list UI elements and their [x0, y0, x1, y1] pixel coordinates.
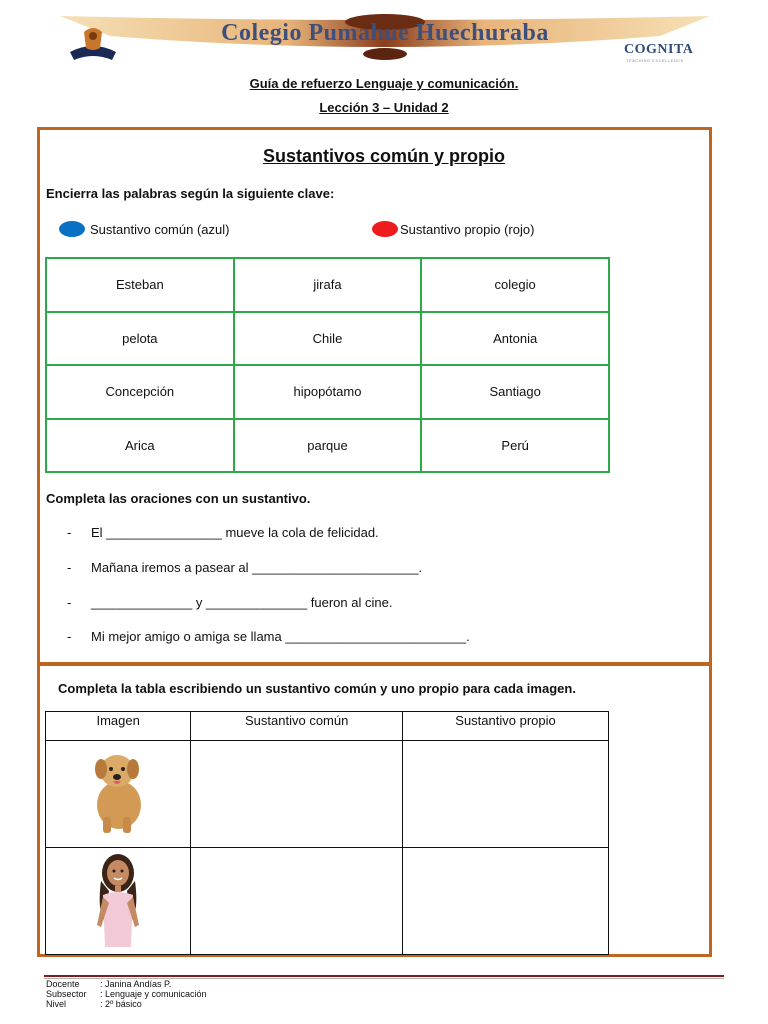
word-grid	[45, 257, 610, 473]
word-cell[interactable]: Concepción	[46, 365, 234, 419]
sentence-item[interactable]: - Mi mejor amigo o amiga se llama _________________________.	[67, 629, 470, 644]
common-noun-cell[interactable]	[191, 741, 403, 848]
sentence-item[interactable]: - ______________ y ______________ fueron al cine.	[67, 595, 393, 610]
noun-table	[45, 711, 609, 955]
school-header	[60, 14, 710, 66]
table-row	[46, 848, 609, 955]
docente-label: Docente	[46, 979, 80, 989]
nivel-label: Nivel	[46, 999, 67, 1009]
subsector-value: : Lenguaje y comunicación	[100, 989, 207, 999]
word-cell[interactable]: Perú	[421, 419, 609, 473]
complete-instruction: Completa las oraciones con un sustantivo.	[46, 491, 311, 506]
girl-photo	[87, 851, 149, 947]
blue-dot-icon	[59, 221, 85, 237]
table-row	[46, 365, 609, 419]
word-cell[interactable]: pelota	[46, 312, 234, 366]
legend-proper-label: Sustantivo propio (rojo)	[400, 222, 535, 237]
image-cell	[46, 741, 191, 848]
dog-photo	[83, 747, 153, 837]
nivel-value: : 2º básico	[100, 999, 142, 1009]
sentence-item[interactable]: - El ________________ mueve la cola de felicidad.	[67, 525, 379, 540]
table-row	[46, 419, 609, 473]
circle-instruction: Encierra las palabras según la siguiente clave:	[46, 186, 335, 201]
proper-noun-cell[interactable]	[403, 741, 609, 848]
table-header-row	[46, 712, 609, 741]
lesson-label: Lección 3 – Unidad 2	[319, 100, 449, 115]
partner-tagline: TEACHING EXCELLENCE	[626, 58, 684, 63]
school-name: Colegio Pumahue Huechuraba	[221, 20, 549, 46]
footer-info	[46, 979, 207, 1009]
column-header: Sustantivo propio	[403, 712, 609, 741]
footer-divider	[44, 975, 724, 977]
red-dot-icon	[372, 221, 398, 237]
word-cell[interactable]: parque	[234, 419, 422, 473]
proper-noun-cell[interactable]	[403, 848, 609, 955]
document-title: Guía de refuerzo Lenguaje y comunicación.	[249, 76, 519, 91]
common-noun-cell[interactable]	[191, 848, 403, 955]
word-cell[interactable]: Chile	[234, 312, 422, 366]
table-row	[46, 741, 609, 848]
table-row	[46, 312, 609, 366]
legend-common-label: Sustantivo común (azul)	[90, 222, 230, 237]
image-cell	[46, 848, 191, 955]
word-cell[interactable]: jirafa	[234, 258, 422, 312]
word-cell[interactable]: hipopótamo	[234, 365, 422, 419]
word-cell[interactable]: Esteban	[46, 258, 234, 312]
word-cell[interactable]: Santiago	[421, 365, 609, 419]
table-row	[46, 258, 609, 312]
partner-logo: COGNITA	[624, 42, 694, 57]
column-header: Imagen	[46, 712, 191, 741]
sentence-item[interactable]: - Mañana iremos a pasear al _______________________.	[67, 560, 423, 575]
section-1-title: Sustantivos común y propio	[262, 146, 506, 166]
word-cell[interactable]: colegio	[421, 258, 609, 312]
subsector-label: Subsector	[46, 989, 87, 999]
word-cell[interactable]: Antonia	[421, 312, 609, 366]
docente-value: : Janina Andías P.	[100, 979, 172, 989]
word-cell[interactable]: Arica	[46, 419, 234, 473]
column-header: Sustantivo común	[191, 712, 403, 741]
table-instruction: Completa la tabla escribiendo un sustantivo común y uno propio para cada imagen.	[58, 681, 576, 696]
